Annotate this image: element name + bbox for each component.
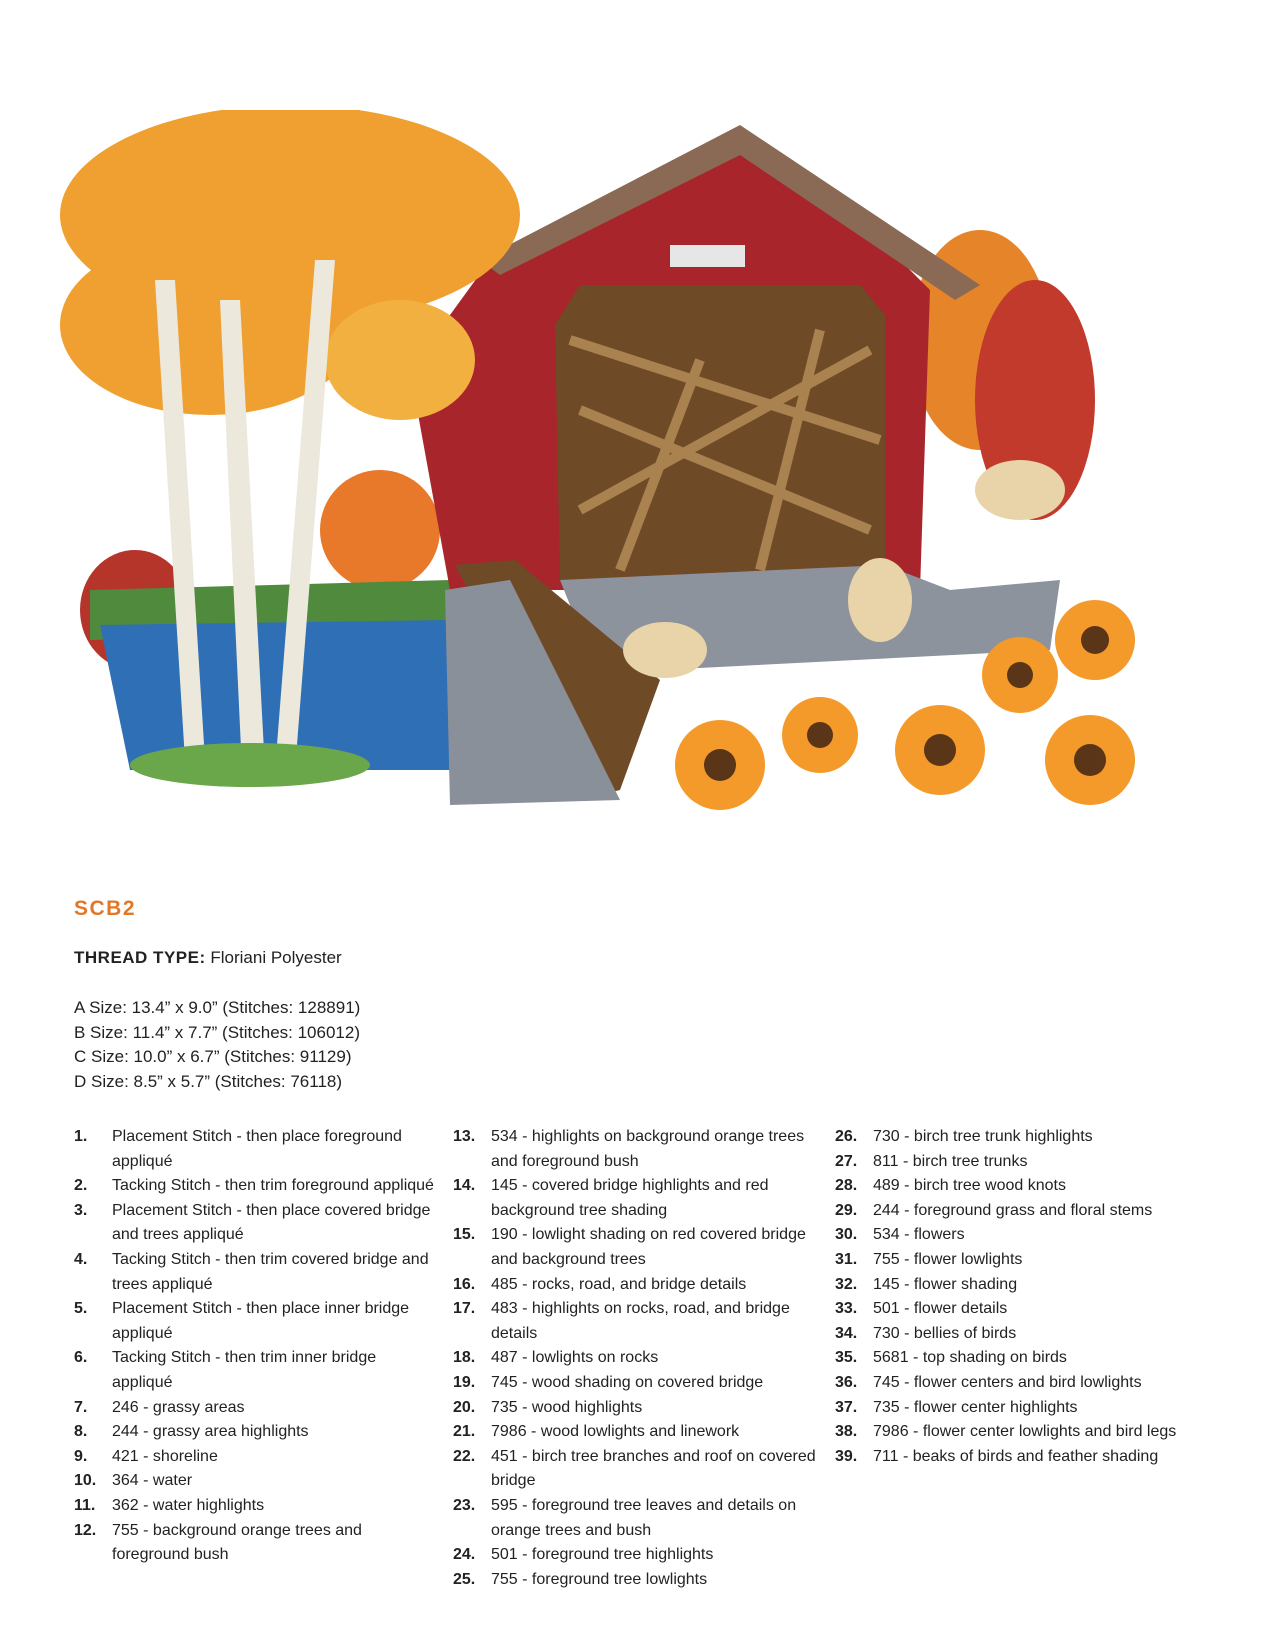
- step-number: 18.: [453, 1349, 476, 1367]
- step-item: [835, 1445, 1215, 1470]
- step-number: 12.: [74, 1521, 97, 1539]
- step-text: Placement Stitch - then place foreground appliqué: [112, 1128, 402, 1170]
- step-item: [453, 1396, 833, 1421]
- step-text: Placement Stitch - then place inner bridge appliqué: [112, 1300, 410, 1342]
- step-text: Tacking Stitch - then trim covered bridge and trees appliqué: [112, 1250, 429, 1293]
- size-b: B Size: 11.4” x 7.7” (Stitches: 106012): [74, 1022, 360, 1042]
- step-item: [74, 1174, 434, 1199]
- step-number: 33.: [835, 1300, 858, 1318]
- step-number: 13.: [453, 1128, 476, 1145]
- step-text: 811 - birch tree trunks: [873, 1152, 1028, 1170]
- step-text: 735 - flower center highlights: [873, 1398, 1078, 1416]
- step-item: [453, 1125, 833, 1174]
- step-item: [74, 1420, 434, 1445]
- step-text: 755 - flower lowlights: [873, 1250, 1023, 1268]
- step-text: 501 - flower details: [873, 1300, 1008, 1318]
- step-text: 755 - background orange trees and foreground bush: [112, 1521, 362, 1564]
- step-item: [453, 1297, 833, 1346]
- step-number: 23.: [453, 1496, 476, 1514]
- step-item: [835, 1371, 1215, 1396]
- step-item: [74, 1248, 434, 1297]
- step-item: [453, 1223, 833, 1272]
- step-item: [453, 1445, 833, 1494]
- step-number: 25.: [453, 1570, 476, 1588]
- step-number: 2.: [74, 1177, 88, 1195]
- step-item: [835, 1174, 1215, 1199]
- step-number: 20.: [453, 1398, 476, 1416]
- thread-type-label: THREAD TYPE:: [74, 948, 206, 967]
- step-number: 26.: [835, 1128, 858, 1145]
- step-number: 15.: [453, 1226, 476, 1244]
- step-text: 501 - foreground tree highlights: [491, 1546, 714, 1564]
- step-item: [453, 1371, 833, 1396]
- step-number: 28.: [835, 1177, 858, 1195]
- step-item: [74, 1519, 434, 1568]
- step-item: [835, 1346, 1215, 1371]
- step-item: [453, 1273, 833, 1298]
- step-text: 364 - water: [112, 1472, 193, 1490]
- step-number: 27.: [835, 1152, 858, 1170]
- step-item: [453, 1494, 833, 1543]
- step-number: 3.: [74, 1201, 88, 1219]
- step-text: 451 - birch tree branches and roof on covered bridge: [491, 1447, 816, 1490]
- step-number: 29.: [835, 1201, 858, 1219]
- step-item: [835, 1125, 1215, 1150]
- step-item: [453, 1174, 833, 1223]
- step-number: 16.: [453, 1275, 476, 1293]
- steps-column-3: [835, 1125, 1215, 1469]
- step-text: 755 - foreground tree lowlights: [491, 1570, 708, 1588]
- step-text: 730 - birch tree trunk highlights: [873, 1128, 1093, 1145]
- step-text: 244 - grassy area highlights: [112, 1423, 309, 1441]
- step-number: 4.: [74, 1250, 88, 1268]
- step-number: 37.: [835, 1398, 858, 1416]
- step-item: [74, 1125, 434, 1174]
- size-c: C Size: 10.0” x 6.7” (Stitches: 91129): [74, 1047, 352, 1066]
- step-text: 534 - highlights on background orange trees and foreground bush: [491, 1128, 805, 1170]
- step-item: [835, 1297, 1215, 1322]
- step-number: 10.: [74, 1472, 97, 1490]
- steps-column-2: [453, 1125, 833, 1592]
- orange-tree-side: [325, 300, 475, 420]
- step-item: [835, 1273, 1215, 1298]
- step-item: [835, 1420, 1215, 1445]
- step-item: [835, 1248, 1215, 1273]
- step-text: Tacking Stitch - then trim foreground appliqué: [112, 1177, 434, 1195]
- step-text: 735 - wood highlights: [491, 1398, 643, 1416]
- step-text: 595 - foreground tree leaves and details on orange trees and bush: [491, 1496, 797, 1539]
- step-item: [453, 1543, 833, 1568]
- orange-bush-mid: [320, 470, 440, 590]
- thread-type: [74, 948, 342, 968]
- bird-3: [975, 460, 1065, 520]
- step-item: [835, 1322, 1215, 1347]
- step-text: 362 - water highlights: [112, 1496, 265, 1514]
- step-text: Placement Stitch - then place covered bridge and trees appliqué: [112, 1201, 431, 1244]
- step-text: 483 - highlights on rocks, road, and bridge details: [491, 1300, 790, 1342]
- step-text: 244 - foreground grass and floral stems: [873, 1201, 1153, 1219]
- step-text: 421 - shoreline: [112, 1447, 218, 1465]
- step-number: 11.: [74, 1496, 96, 1514]
- embroidery-artwork: [60, 110, 1220, 850]
- step-item: [835, 1223, 1215, 1248]
- step-text: Tacking Stitch - then trim inner bridge appliqué: [112, 1349, 377, 1391]
- step-item: [835, 1199, 1215, 1224]
- step-text: 730 - bellies of birds: [873, 1324, 1017, 1342]
- step-number: 38.: [835, 1423, 858, 1441]
- step-number: 21.: [453, 1423, 476, 1441]
- step-item: [453, 1346, 833, 1371]
- step-number: 34.: [835, 1324, 858, 1342]
- step-item: [74, 1297, 434, 1346]
- step-number: 5.: [74, 1300, 88, 1318]
- size-list: [74, 996, 360, 1094]
- step-number: 14.: [453, 1177, 476, 1195]
- size-a: A Size: 13.4” x 9.0” (Stitches: 128891): [74, 998, 361, 1017]
- step-number: 19.: [453, 1373, 476, 1391]
- step-number: 1.: [74, 1128, 88, 1145]
- step-number: 6.: [74, 1349, 88, 1367]
- step-text: 485 - rocks, road, and bridge details: [491, 1275, 747, 1293]
- steps-column-1: [74, 1125, 434, 1568]
- step-number: 39.: [835, 1447, 858, 1465]
- step-number: 22.: [453, 1447, 476, 1465]
- step-number: 31.: [835, 1250, 858, 1268]
- step-text: 7986 - flower center lowlights and bird legs: [873, 1423, 1177, 1441]
- step-text: 487 - lowlights on rocks: [491, 1349, 659, 1367]
- size-d: D Size: 8.5” x 5.7” (Stitches: 76118): [74, 1071, 343, 1091]
- step-text: 489 - birch tree wood knots: [873, 1177, 1066, 1195]
- step-number: 24.: [453, 1546, 476, 1564]
- step-number: 30.: [835, 1226, 858, 1244]
- step-number: 35.: [835, 1349, 858, 1367]
- step-text: 534 - flowers: [873, 1226, 965, 1244]
- step-text: 745 - flower centers and bird lowlights: [873, 1373, 1142, 1391]
- step-text: 145 - covered bridge highlights and red background tree shading: [491, 1177, 769, 1219]
- step-number: 9.: [74, 1447, 88, 1465]
- step-text: 745 - wood shading on covered bridge: [491, 1373, 764, 1391]
- step-item: [453, 1420, 833, 1445]
- step-item: [835, 1150, 1215, 1175]
- step-item: [835, 1396, 1215, 1421]
- grass-mound: [130, 743, 370, 787]
- bird-2: [848, 558, 912, 642]
- bird-1: [623, 622, 707, 678]
- step-item: [74, 1199, 434, 1248]
- step-number: 32.: [835, 1275, 858, 1293]
- step-number: 17.: [453, 1300, 476, 1318]
- step-item: [74, 1494, 434, 1519]
- step-item: [453, 1568, 833, 1593]
- step-text: 246 - grassy areas: [112, 1398, 245, 1416]
- step-item: [74, 1445, 434, 1470]
- step-text: 711 - beaks of birds and feather shading: [873, 1447, 1159, 1465]
- bridge-sign: [670, 245, 745, 267]
- step-item: [74, 1346, 434, 1395]
- step-number: 8.: [74, 1423, 88, 1441]
- step-text: 5681 - top shading on birds: [873, 1349, 1067, 1367]
- step-number: 7.: [74, 1398, 88, 1416]
- step-item: [74, 1396, 434, 1421]
- design-code: SCB2: [74, 897, 137, 920]
- step-text: 7986 - wood lowlights and linework: [491, 1423, 740, 1441]
- step-text: 190 - lowlight shading on red covered bridge and background trees: [491, 1226, 806, 1268]
- step-item: [74, 1469, 434, 1494]
- step-number: 36.: [835, 1373, 858, 1391]
- thread-type-value: Floriani Polyester: [210, 948, 342, 967]
- step-text: 145 - flower shading: [873, 1275, 1018, 1293]
